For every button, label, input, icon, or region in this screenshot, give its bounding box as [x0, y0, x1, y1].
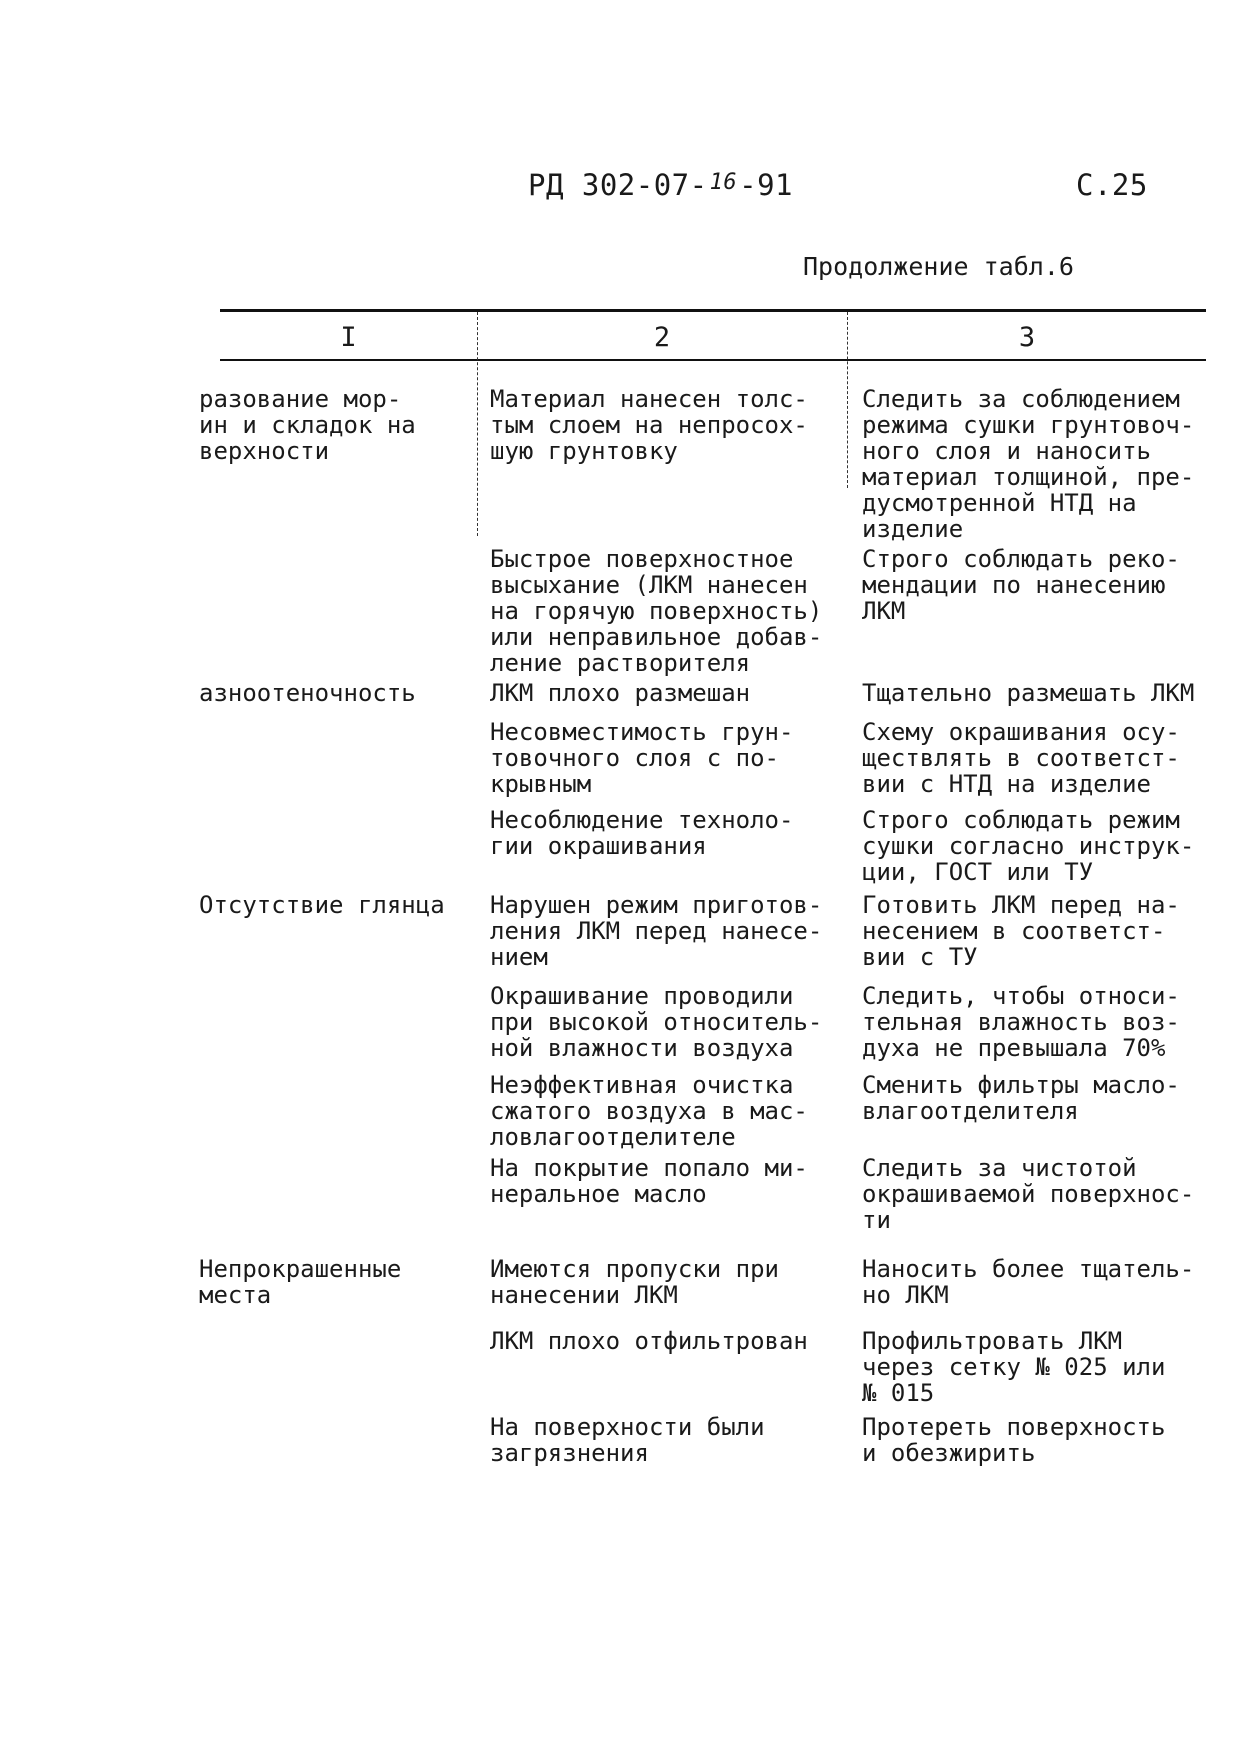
table-cell-col2: Имеются пропуски при нанесении ЛКМ — [490, 1255, 779, 1309]
table-cell-col1: азноотеночность — [199, 679, 416, 707]
table-cell-col2: Нарушен режим приготов- ления ЛКМ перед нанесе- нием — [490, 891, 823, 971]
table-cell-col3: Протереть поверхность и обезжирить — [862, 1413, 1166, 1467]
table-cell-col3: Строго соблюдать реко- мендации по нанесению ЛКМ — [862, 545, 1180, 625]
table-cell-col1: Отсутствие глянца — [199, 891, 445, 919]
doc-code-handwritten: 16 — [709, 170, 738, 195]
table-cell-col3: Готовить ЛКМ перед на- несением в соответст- вии с ТУ — [862, 891, 1180, 971]
table-cell-col1: разование мор- ин и складок на верхности — [199, 385, 416, 465]
table-cell-col2: Материал нанесен толс- тым слоем на непросох- шую грунтовку — [490, 385, 808, 465]
doc-code-suffix: -91 — [739, 168, 793, 202]
table-cell-col3: Наносить более тщатель- но ЛКМ — [862, 1255, 1195, 1309]
table-cell-col3: Схему окрашивания осу- ществлять в соответст- вии с НТД на изделие — [862, 718, 1180, 798]
table-cell-col2: ЛКМ плохо размешан — [490, 679, 751, 707]
column-header-3: 3 — [1018, 322, 1036, 353]
page-number: С.25 — [1076, 168, 1148, 202]
table-cell-col2: Несоблюдение техноло- гии окрашивания — [490, 806, 794, 860]
table-cell-col2: Несовместимость грун- товочного слоя с по- крывным — [490, 718, 794, 798]
table-cell-col3: Профильтровать ЛКМ через сетку № 025 или № 015 — [862, 1327, 1166, 1407]
table-cell-col2: На поверхности были загрязнения — [490, 1413, 765, 1467]
column-header-2: 2 — [653, 322, 671, 353]
table-cell-col1: Непрокрашенные места — [199, 1255, 402, 1309]
table-cell-col3: Следить за чистотой окрашиваемой поверхнос- ти — [862, 1154, 1195, 1234]
table-cell-col2: Неэффективная очистка сжатого воздуха в мас- ловлагоотделителе — [490, 1071, 808, 1151]
table-header-rule — [220, 359, 1206, 361]
document-code — [528, 168, 793, 202]
table-cell-col3: Тщательно размешать ЛКМ — [862, 679, 1195, 707]
table-cell-col3: Строго соблюдать режим сушки согласно инструк- ции, ГОСТ или ТУ — [862, 806, 1195, 886]
table-cell-col2: На покрытие попало ми- неральное масло — [490, 1154, 808, 1208]
table-cell-col2: Окрашивание проводили при высокой относитель- ной влажности воздуха — [490, 982, 823, 1062]
column-header-1: I — [340, 322, 357, 353]
table-cell-col3: Следить, чтобы относи- тельная влажность воз- духа не превышала 70% — [862, 982, 1180, 1062]
table-cell-col3: Следить за соблюдением режима сушки грунтовоч- ного слоя и наносить материал толщиной, пре- дусмотренной НТД на изделие — [862, 385, 1195, 543]
doc-code-prefix: РД 302-07- — [528, 168, 708, 202]
table-cell-col3: Сменить фильтры масло- влагоотделителя — [862, 1071, 1180, 1125]
table-top-rule — [220, 309, 1206, 312]
table-cell-col2: Быстрое поверхностное высыхание (ЛКМ нанесен на горячую поверхность) или неправильное добав- ление растворителя — [490, 545, 823, 677]
table-cell-col2: ЛКМ плохо отфильтрован — [490, 1327, 808, 1355]
table-continuation-label: Продолжение табл.6 — [803, 252, 1074, 281]
